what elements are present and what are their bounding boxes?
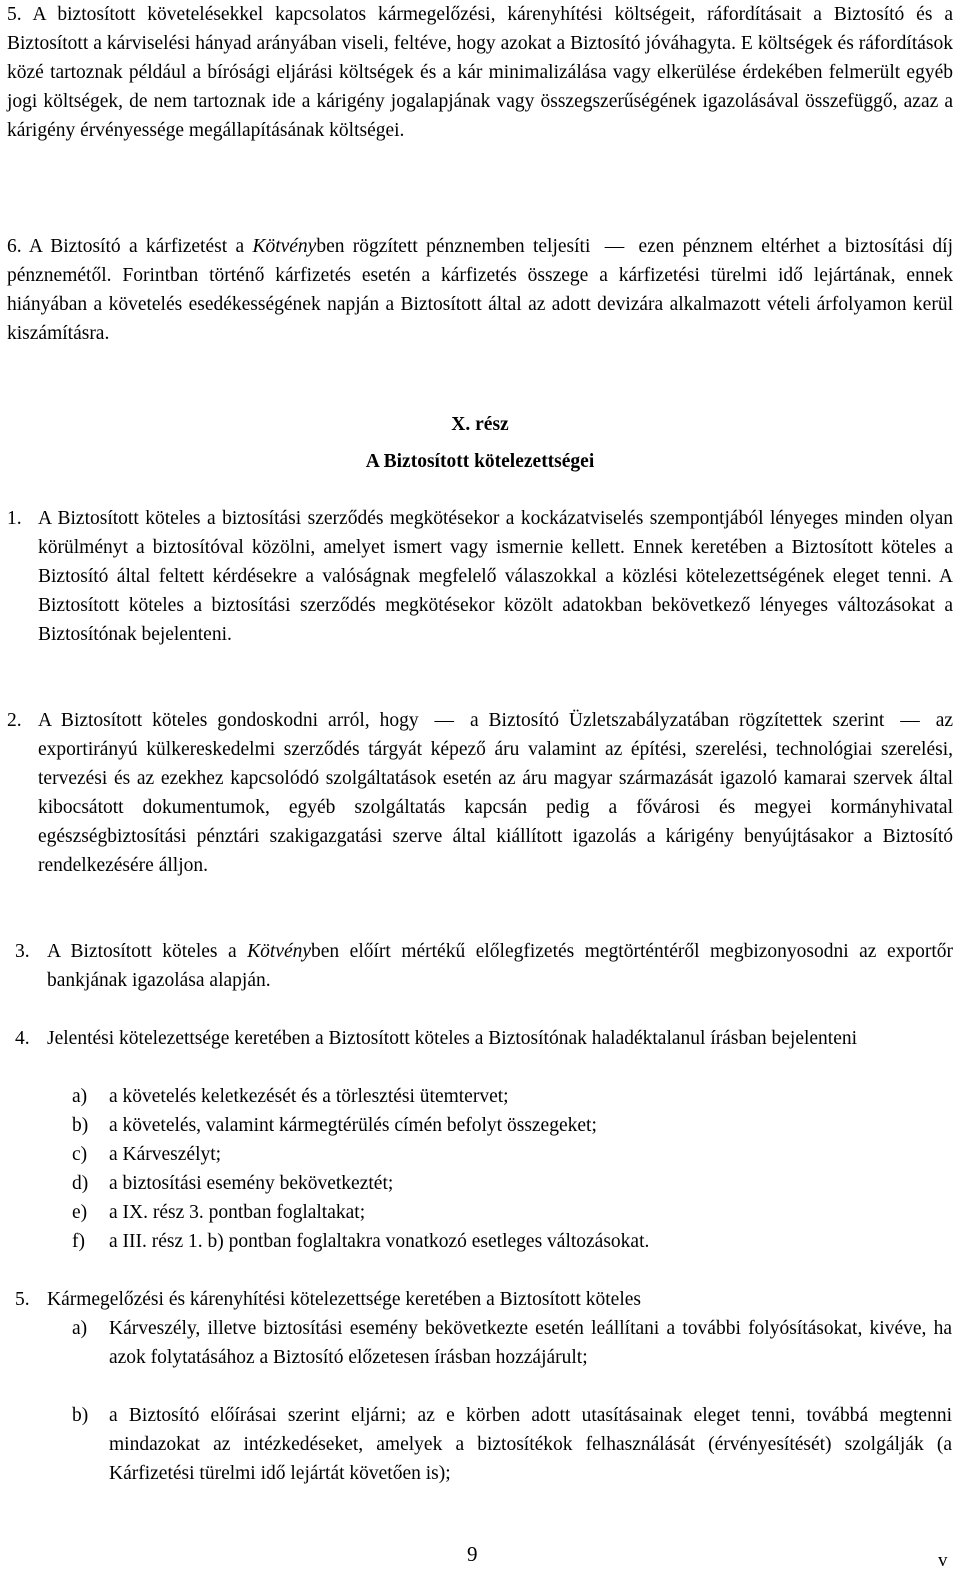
point-number: 3. — [15, 941, 30, 962]
paragraph-text-post: ben rögzített pénznemben teljesíti — [316, 236, 591, 257]
policy-term-italic: Kötvény — [247, 941, 312, 962]
em-dash: — — [900, 710, 920, 731]
point-4 — [15, 1024, 953, 1053]
list-item — [72, 1082, 952, 1111]
list-item-text: a követelés, valamint kármegtérülés címén befolyt összegeket; — [109, 1115, 597, 1136]
point-5 — [15, 1285, 953, 1314]
point-number: 2. — [7, 710, 22, 731]
list-item-text: a követelés keletkezését és a törlesztési ütemtervet; — [109, 1086, 509, 1107]
paragraph-number: 6. — [7, 236, 22, 257]
point-3 — [15, 937, 953, 995]
list-item-label: e) — [72, 1202, 88, 1223]
point-text-pre: A Biztosított köteles a — [47, 941, 237, 962]
list-item-label: b) — [72, 1405, 89, 1426]
point-number: 4. — [15, 1028, 30, 1049]
list-item-text: a biztosítási esemény bekövetkeztét; — [109, 1173, 394, 1194]
section-part-heading: X. rész — [451, 414, 509, 435]
point-text-c: az exportirányú külkereskedelmi szerződés tárgyát képező áru valamint az építési, szerelési, technológiai szerelési, tervezési és az ezekhez kapcsolódó szolgáltatások esetén az áru magyar származását igazoló kamarai szervek által kibocsátott dokumentumok, egyéb szolgáltatás kapcsán pedig a fővárosi és megyei kormányhivatal egészségbiztosítási pénztári szakigazgatási szerve által kiállított igazolás a kárigény benyújtásakor a Biztosító rendelkezésére álljon. — [38, 710, 954, 876]
paragraph-6-currency — [7, 232, 953, 348]
page-number: 9 — [467, 1542, 478, 1566]
list-item-text: a III. rész 1. b) pontban foglaltakra vonatkozó esetleges változásokat. — [109, 1231, 650, 1252]
point-1 — [7, 504, 953, 649]
list-item-text: a Biztosító előírásai szerint eljárni; az e körben adott utasításainak eleget tenni, továbbá megtenni mindazokat az intézkedéseket, amelyek a biztosítékok felhasználását (érvényesítését) szolgálják (a Kárfizetési türelmi idő lejártát követően is); — [109, 1405, 952, 1484]
list-item-text: a IX. rész 3. pontban foglaltakat; — [109, 1202, 366, 1223]
point-text: Kármegelőzési és kárenyhítési kötelezettsége keretében a Biztosított köteles — [47, 1289, 641, 1310]
paragraph-text-pre: A Biztosító a kárfizetést a — [28, 236, 245, 257]
paragraph-text-rest: ezen pénznem eltérhet a biztosítási díj pénznemétől. Forintban történő kárfizetés esetén a kárfizetés összege a kárfizetési türelmi idő lejártának, ennek hiányában a követelés esedékességének napján a Biztosított által az adott devizára alkalmazott vételi árfolyamon kerül kiszámításra. — [7, 236, 954, 344]
list-item — [72, 1140, 952, 1169]
paragraph-5-costs — [7, 0, 953, 145]
list-item — [72, 1227, 952, 1256]
list-item — [72, 1198, 952, 1227]
point-text-post: ben előírt mértékű előlegfizetés megtörténtéről megbizonyosodni az exportőr bankjának igazolása alapján. — [47, 941, 954, 991]
point-text — [15, 937, 953, 995]
list-item-text: Kárveszély, illetve biztosítási esemény bekövetkezte esetén leállítani a további folyósításokat, kivéve, ha azok folytatásához a Biztosító előzetesen írásban hozzájárult; — [109, 1318, 952, 1368]
list-item-text: a Kárveszélyt; — [109, 1144, 222, 1165]
list-item-label: a) — [72, 1318, 88, 1339]
list-item — [72, 1314, 952, 1372]
point-text-a: A Biztosított köteles gondoskodni arról, hogy — [38, 710, 419, 731]
list-item — [72, 1169, 952, 1198]
section-title: A Biztosított kötelezettségei — [365, 451, 595, 472]
footer-mark: v — [938, 1550, 948, 1571]
list-item-label: f) — [72, 1231, 85, 1252]
paragraph-number: 5. — [7, 4, 22, 25]
list-item-label: a) — [72, 1086, 88, 1107]
list-item — [72, 1111, 952, 1140]
point-number: 1. — [7, 508, 22, 529]
em-dash: — — [434, 710, 455, 731]
point-text-b: a Biztosító Üzletszabályzatában rögzítettek szerint — [469, 710, 885, 731]
point-text — [7, 706, 953, 880]
list-item-label: c) — [72, 1144, 88, 1165]
list-item — [72, 1401, 952, 1488]
paragraph-text: A biztosított követelésekkel kapcsolatos kármegelőzési, kárenyhítési költségeit, ráfordításait a Biztosító és a Biztosított a kárviselési hányad arányában viseli, feltéve, hogy azokat a Biztosító jóváhagyta. E költségek és ráfordítások közé tartoznak például a bírósági eljárási költségek és a kár minimalizálása vagy elkerülése érdekében felmerült egyéb jogi költségek, de nem tartoznak ide a kárigény jogalapjának vagy összegszerűségének igazolásával összefüggő, azaz a kárigény érvényessége megállapításának költségei. — [7, 4, 953, 141]
list-item-label: b) — [72, 1115, 89, 1136]
point-text: Jelentési kötelezettsége keretében a Biztosított köteles a Biztosítónak haladéktalanul írásban bejelenteni — [47, 1028, 858, 1049]
em-dash: — — [604, 236, 625, 257]
point-text: A Biztosított köteles a biztosítási szerződés megkötésekor a kockázatviselés szempontjából lényeges minden olyan körülményt a biztosítóval közölni, amelyet ismert vagy ismernie kellett. Ennek keretében a Biztosított köteles a Biztosító által feltett kérdésekre a valóságnak megfelelő válaszokkal a közlési kötelezettségének eleget tenni. A Biztosított köteles a biztosítási szerződés megkötésekor közölt adatokban bekövetkező lényeges változásokat a Biztosítónak bejelenteni. — [38, 508, 953, 645]
point-number: 5. — [15, 1289, 30, 1310]
list-item-label: d) — [72, 1173, 89, 1194]
point-2 — [7, 706, 953, 880]
policy-term-italic: Kötvény — [252, 236, 317, 257]
